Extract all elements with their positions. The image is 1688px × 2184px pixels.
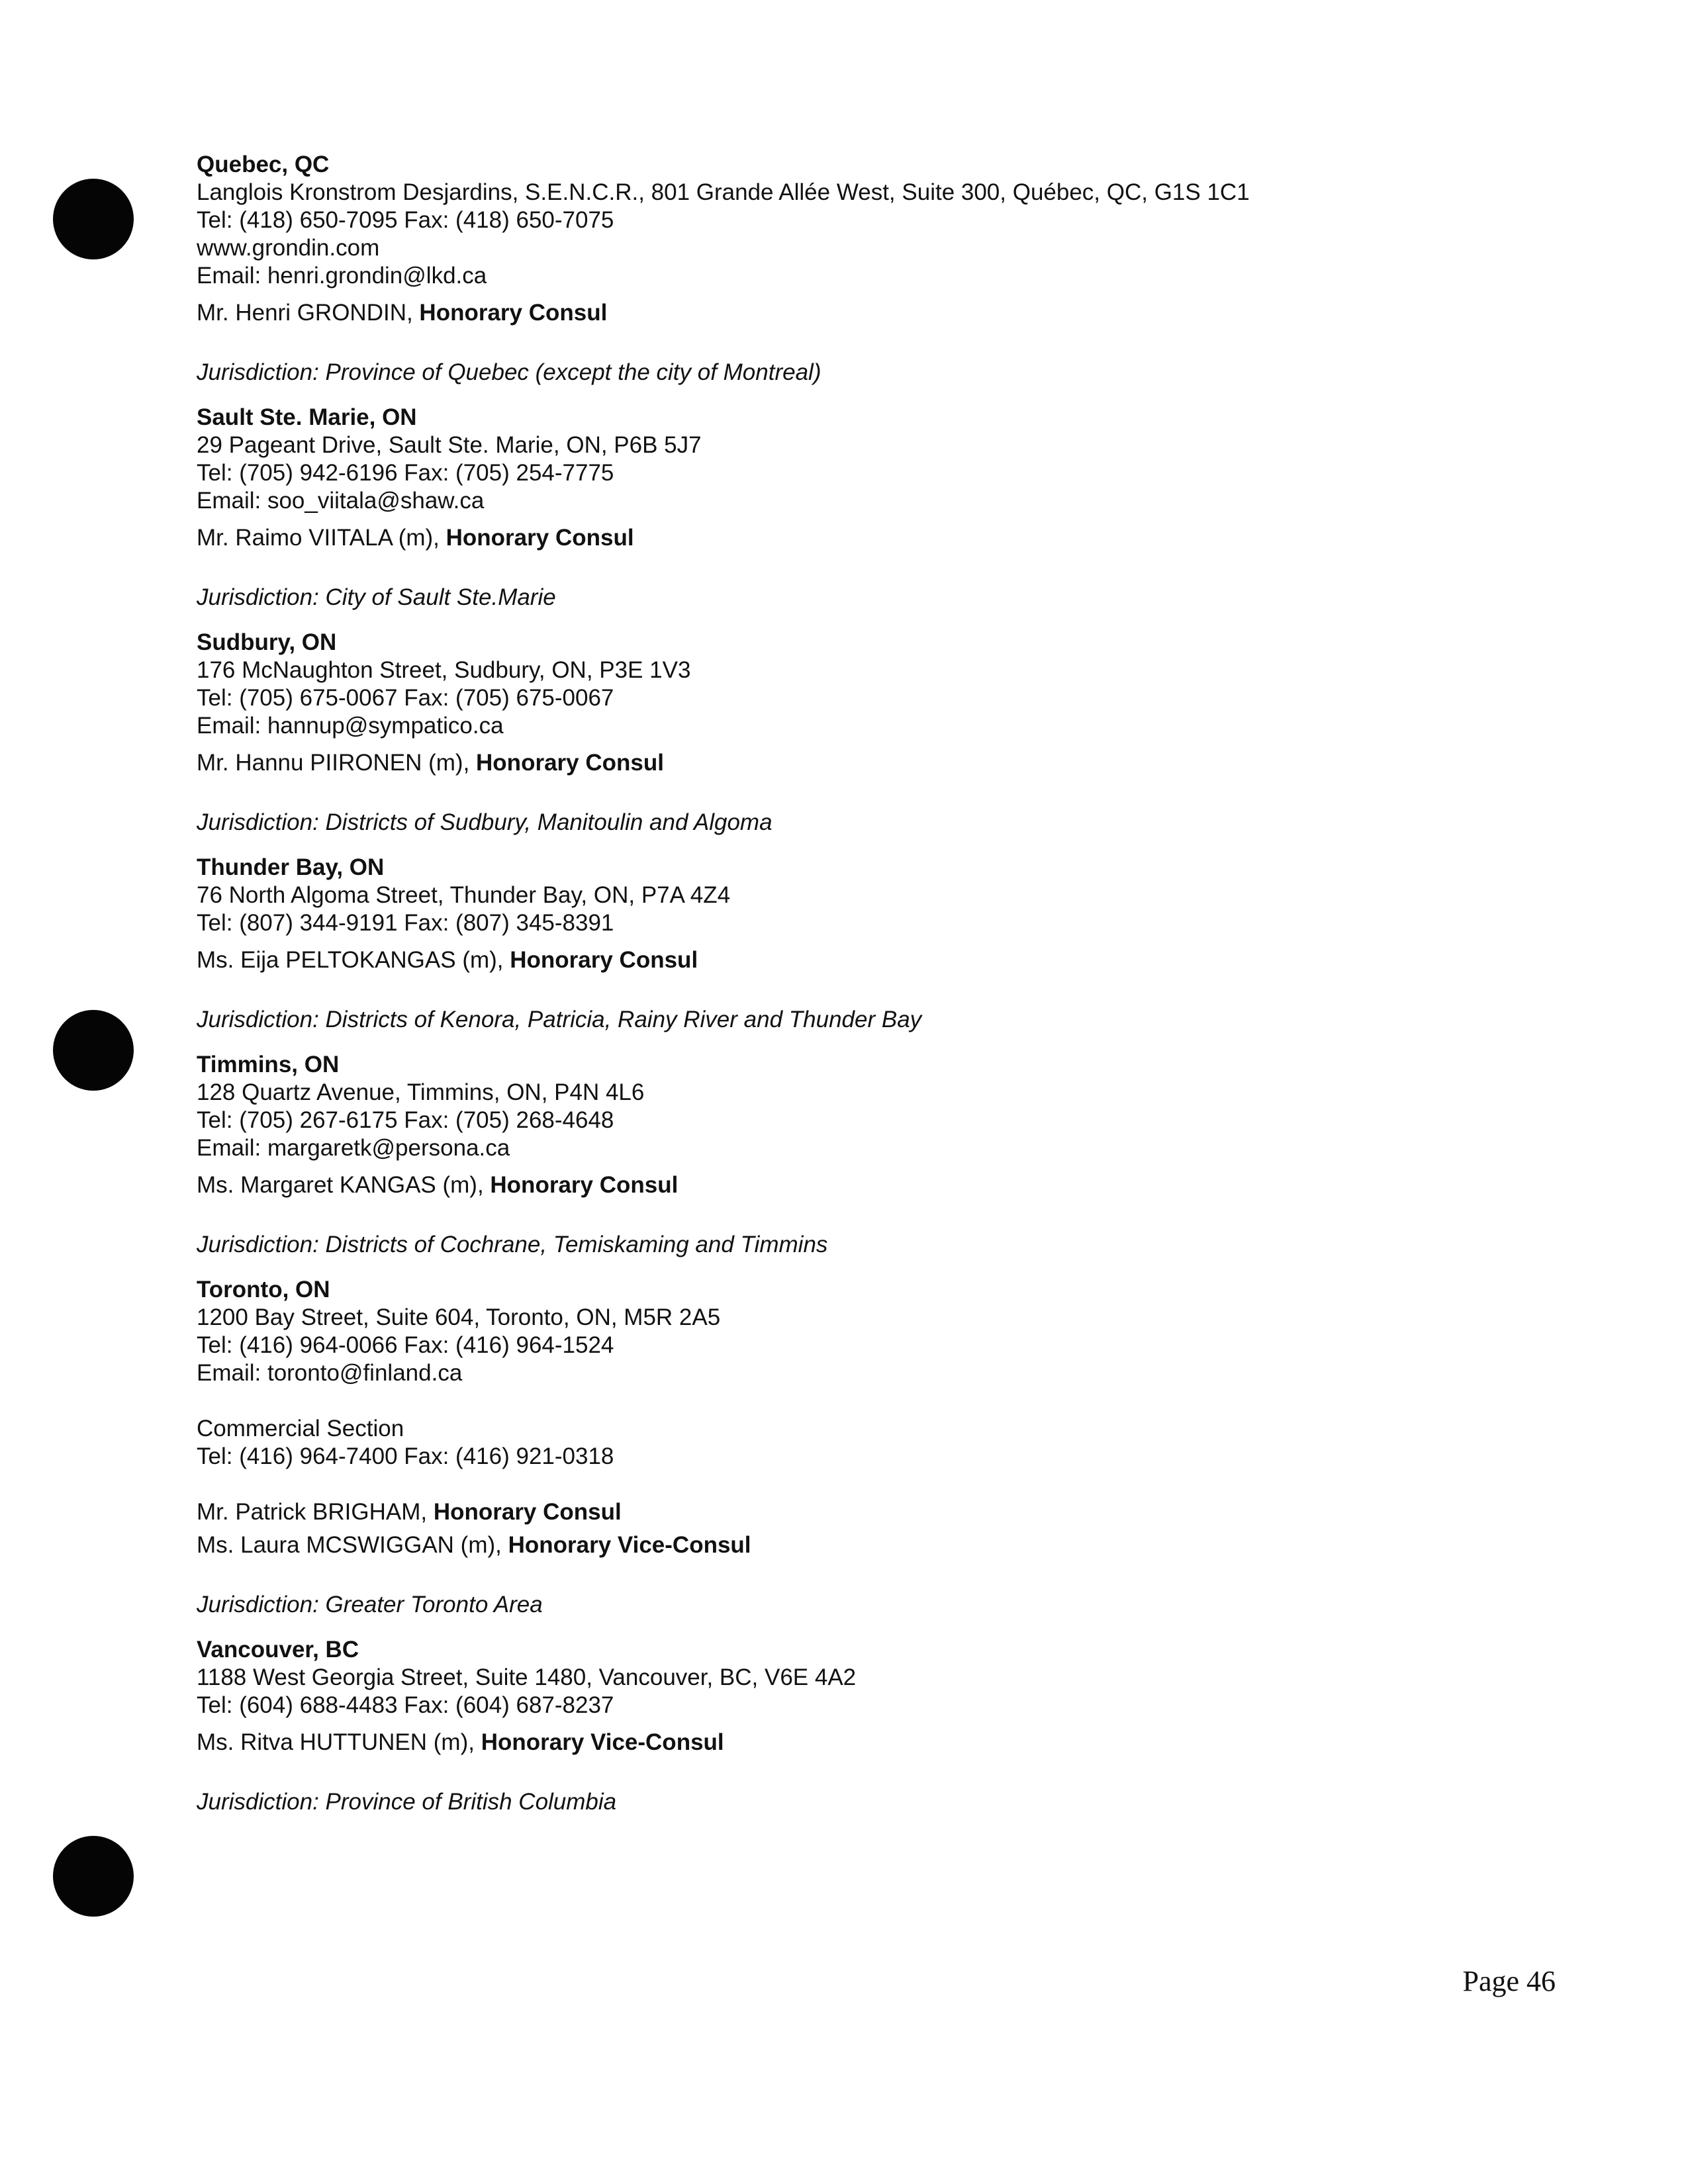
entry-thunder-bay — [197, 854, 1454, 1034]
consul-line — [197, 1498, 1454, 1526]
consul-title: Honorary Consul — [433, 1499, 622, 1525]
address-line: 1188 West Georgia Street, Suite 1480, Vancouver, BC, V6E 4A2 — [197, 1664, 857, 1690]
consul-title: Honorary Consul — [445, 525, 634, 551]
entry-sudbury — [197, 629, 1454, 837]
phone-line: Tel: (416) 964-0066 Fax: (416) 964-1524 — [197, 1332, 614, 1358]
address-line: 76 North Algoma Street, Thunder Bay, ON, P7A 4Z4 — [197, 882, 731, 908]
vice-consul-line — [197, 1729, 1454, 1756]
consul-title: Honorary Consul — [510, 947, 698, 973]
entry-city: Sault Ste. Marie, ON — [197, 404, 417, 430]
jurisdiction: Jurisdiction: Greater Toronto Area — [197, 1592, 543, 1617]
entry-vancouver — [197, 1636, 1454, 1816]
entry-city: Timmins, ON — [197, 1052, 340, 1077]
entry-city: Thunder Bay, ON — [197, 854, 385, 880]
address-line: 176 McNaughton Street, Sudbury, ON, P3E 1V3 — [197, 657, 691, 683]
consul-line — [197, 946, 1454, 974]
consul-line — [197, 299, 1454, 327]
phone-line: Tel: (604) 688-4483 Fax: (604) 687-8237 — [197, 1692, 614, 1718]
address-line: 1200 Bay Street, Suite 604, Toronto, ON, M5R 2A5 — [197, 1304, 721, 1330]
email-line: Email: soo_viitala@shaw.ca — [197, 488, 485, 514]
consul-name: Mr. Hannu PIIRONEN (m), — [197, 750, 477, 776]
consul-line — [197, 1171, 1454, 1199]
phone-line: Tel: (418) 650-7095 Fax: (418) 650-7075 — [197, 207, 614, 233]
consul-name: Mr. Raimo VIITALA (m), — [197, 525, 446, 551]
consul-name: Ms. Eija PELTOKANGAS (m), — [197, 947, 510, 973]
jurisdiction: Jurisdiction: Districts of Kenora, Patricia, Rainy River and Thunder Bay — [197, 1007, 922, 1032]
consulate-list — [197, 151, 1454, 1833]
punch-hole-middle — [53, 1010, 134, 1091]
vice-consul-title: Honorary Vice-Consul — [481, 1729, 724, 1755]
vice-consul-name: Ms. Laura MCSWIGGAN (m), — [197, 1532, 508, 1558]
entry-sault-ste-marie — [197, 404, 1454, 612]
phone-line: Tel: (705) 942-6196 Fax: (705) 254-7775 — [197, 460, 614, 486]
phone-line: Tel: (705) 267-6175 Fax: (705) 268-4648 — [197, 1107, 614, 1133]
email-line: Email: hannup@sympatico.ca — [197, 713, 504, 739]
jurisdiction: Jurisdiction: City of Sault Ste.Marie — [197, 584, 556, 610]
commercial-phone-line: Tel: (416) 964-7400 Fax: (416) 921-0318 — [197, 1443, 614, 1469]
address-line: 128 Quartz Avenue, Timmins, ON, P4N 4L6 — [197, 1079, 645, 1105]
spacer — [197, 1471, 1454, 1498]
consul-title: Honorary Consul — [490, 1172, 679, 1198]
entry-timmins — [197, 1051, 1454, 1259]
punch-hole-top — [53, 179, 134, 259]
phone-line: Tel: (705) 675-0067 Fax: (705) 675-0067 — [197, 685, 614, 711]
vice-consul-line — [197, 1531, 1454, 1559]
jurisdiction: Jurisdiction: Districts of Sudbury, Manitoulin and Algoma — [197, 809, 773, 835]
jurisdiction: Jurisdiction: Province of Quebec (except the city of Montreal) — [197, 359, 821, 385]
spacer — [197, 1387, 1454, 1415]
entry-city: Vancouver, BC — [197, 1637, 359, 1662]
address-line: Langlois Kronstrom Desjardins, S.E.N.C.R., 801 Grande Allée West, Suite 300, Québec, QC, G1S 1C1 — [197, 179, 1250, 205]
consul-line — [197, 524, 1454, 552]
consul-name: Mr. Patrick BRIGHAM, — [197, 1499, 434, 1525]
consul-line — [197, 749, 1454, 777]
entry-city: Sudbury, ON — [197, 629, 337, 655]
entry-city: Quebec, QC — [197, 152, 330, 177]
vice-consul-title: Honorary Vice-Consul — [508, 1532, 751, 1558]
jurisdiction: Jurisdiction: Province of British Columbia — [197, 1789, 617, 1815]
entry-toronto — [197, 1276, 1454, 1619]
jurisdiction: Jurisdiction: Districts of Cochrane, Temiskaming and Timmins — [197, 1232, 828, 1257]
consul-name: Ms. Margaret KANGAS (m), — [197, 1172, 491, 1198]
website-line: www.grondin.com — [197, 235, 380, 261]
vice-consul-name: Ms. Ritva HUTTUNEN (m), — [197, 1729, 481, 1755]
consul-name: Mr. Henri GRONDIN, — [197, 300, 420, 326]
punch-hole-bottom — [53, 1836, 134, 1917]
email-line: Email: toronto@finland.ca — [197, 1360, 463, 1386]
consul-title: Honorary Consul — [476, 750, 664, 776]
entry-quebec — [197, 151, 1454, 387]
entry-city: Toronto, ON — [197, 1277, 330, 1302]
page-number: Page 46 — [1462, 1965, 1556, 1997]
email-line: Email: margaretk@persona.ca — [197, 1135, 510, 1161]
consul-title: Honorary Consul — [419, 300, 608, 326]
commercial-section-label: Commercial Section — [197, 1416, 404, 1441]
address-line: 29 Pageant Drive, Sault Ste. Marie, ON, P6B 5J7 — [197, 432, 702, 458]
email-line: Email: henri.grondin@lkd.ca — [197, 263, 487, 289]
phone-line: Tel: (807) 344-9191 Fax: (807) 345-8391 — [197, 910, 614, 936]
